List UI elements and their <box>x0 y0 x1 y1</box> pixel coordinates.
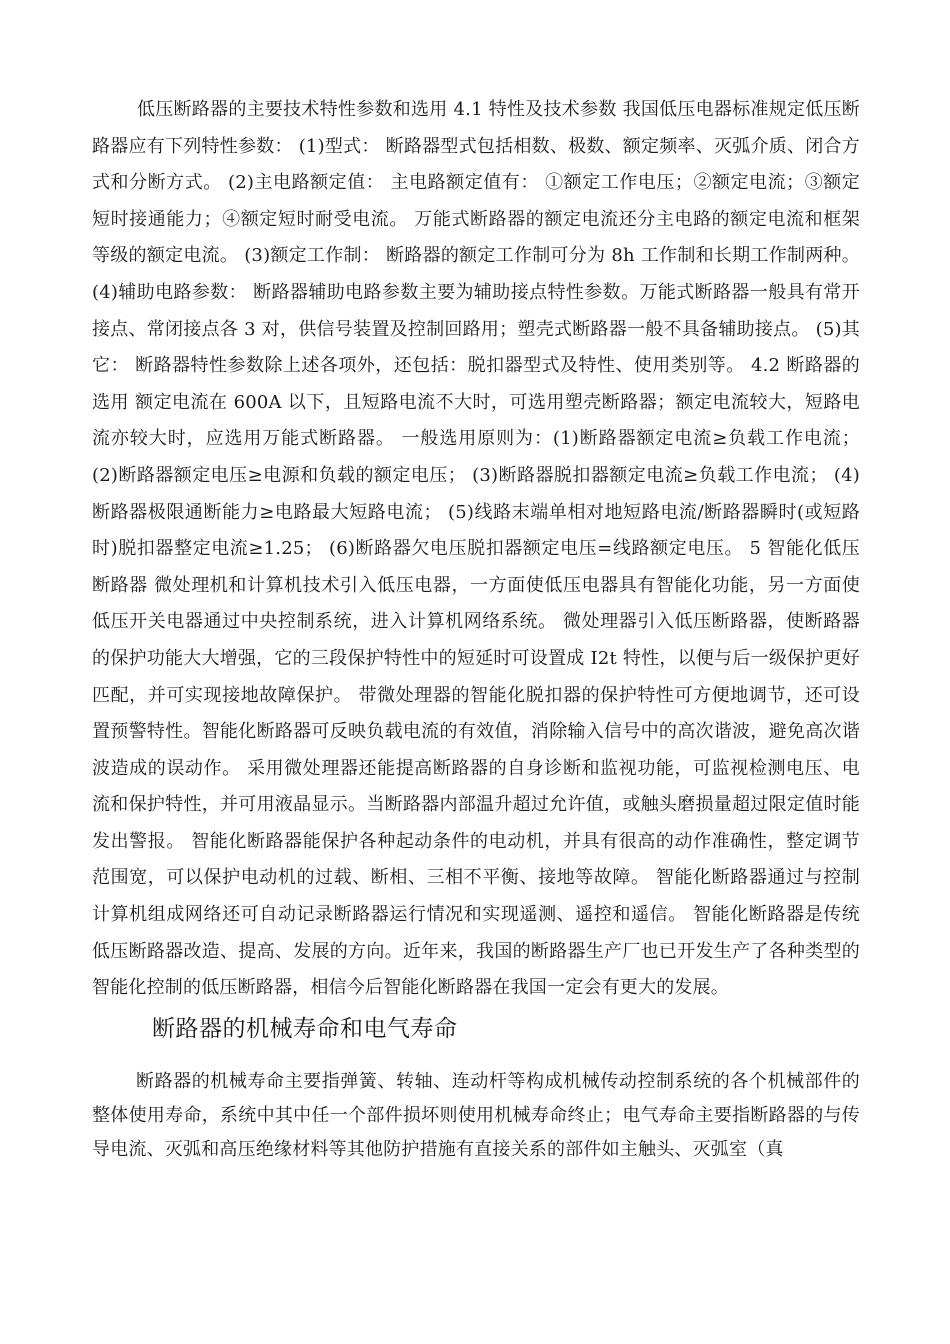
document-page <box>92 92 860 1167</box>
body-paragraph-specs: 低压断路器的主要技术特性参数和选用 4.1 特性及技术参数 我国低压电器标准规定低压断路器应有下列特性参数： (1)型式： 断路器型式包括相数、极数、额定频率、灭弧介质、闭合方式和分断方式。 (2)主电路额定值： 主电路额定值有： ①额定工作电压；②额定电流；③额定短时接通能力；④额定短时耐受电流。 万能式断路器的额定电流还分主电路的额定电流和框架等级的额定电流。 (3)额定工作制： 断路器的额定工作制可分为 8h 工作制和长期工作制两种。 (4)辅助电路参数： 断路器辅助电路参数主要为辅助接点特性参数。万能式断路器一般具有常开接点、常闭接点各 3 对，供信号装置及控制回路用；塑壳式断路器一般不具备辅助接点。 (5)其它： 断路器特性参数除上述各项外，还包括：脱扣器型式及特性、使用类别等。 4.2 断路器的选用 额定电流在 600A 以下，且短路电流不大时，可选用塑壳断路器；额定电流较大，短路电流亦较大时，应选用万能式断路器。 一般选用原则为：(1)断路器额定电流≥负载工作电流； (2)断路器额定电压≥电源和负载的额定电压； (3)断路器脱扣器额定电流≥负载工作电流； (4)断路器极限通断能力≥电路最大短路电流； (5)线路末端单相对地短路电流/断路器瞬时(或短路时)脱扣器整定电流≥1.25； (6)断路器欠电压脱扣器额定电压=线路额定电压。 5 智能化低压断路器 微处理机和计算机技术引入低压电器，一方面使低压电器具有智能化功能，另一方面使低压开关电器通过中央控制系统，进入计算机网络系统。 微处理器引入低压断路器，使断路器的保护功能大大增强，它的三段保护特性中的短延时可设置成 I2t 特性，以便与后一级保护更好匹配，并可实现接地故障保护。 带微处理器的智能化脱扣器的保护特性可方便地调节，还可设置预警特性。智能化断路器可反映负载电流的有效值，消除输入信号中的高次谐波，避免高次谐波造成的误动作。 采用微处理器还能提高断路器的自身诊断和监视功能，可监视检测电压、电流和保护特性，并可用液晶显示。当断路器内部温升超过允许值，或触头磨损量超过限定值时能发出警报。 智能化断路器能保护各种起动条件的电动机，并具有很高的动作准确性，整定调节范围宽，可以保护电动机的过载、断相、三相不平衡、接地等故障。 智能化断路器通过与控制计算机组成网络还可自动记录断路器运行情况和实现遥测、遥控和遥信。 智能化断路器是传统低压断路器改造、提高、发展的方向。近年来，我国的断路器生产厂也已开发生产了各种类型的智能化控制的低压断路器，相信今后智能化断路器在我国一定会有更大的发展。 <box>92 99 860 999</box>
section-title: 断路器的机械寿命和电气寿命 <box>152 1015 458 1042</box>
body-paragraph-lifetime: 断路器的机械寿命主要指弹簧、转轴、连动杆等构成机械传动控制系统的各个机械部件的整体使用寿命，系统中其中任一个部件损坏则使用机械寿命终止；电气寿命主要指断路器的与传导电流、灭弧和高压绝缘材料等其他防护措施有直接关系的部件如主触头、灭弧室（真 <box>92 1070 860 1160</box>
